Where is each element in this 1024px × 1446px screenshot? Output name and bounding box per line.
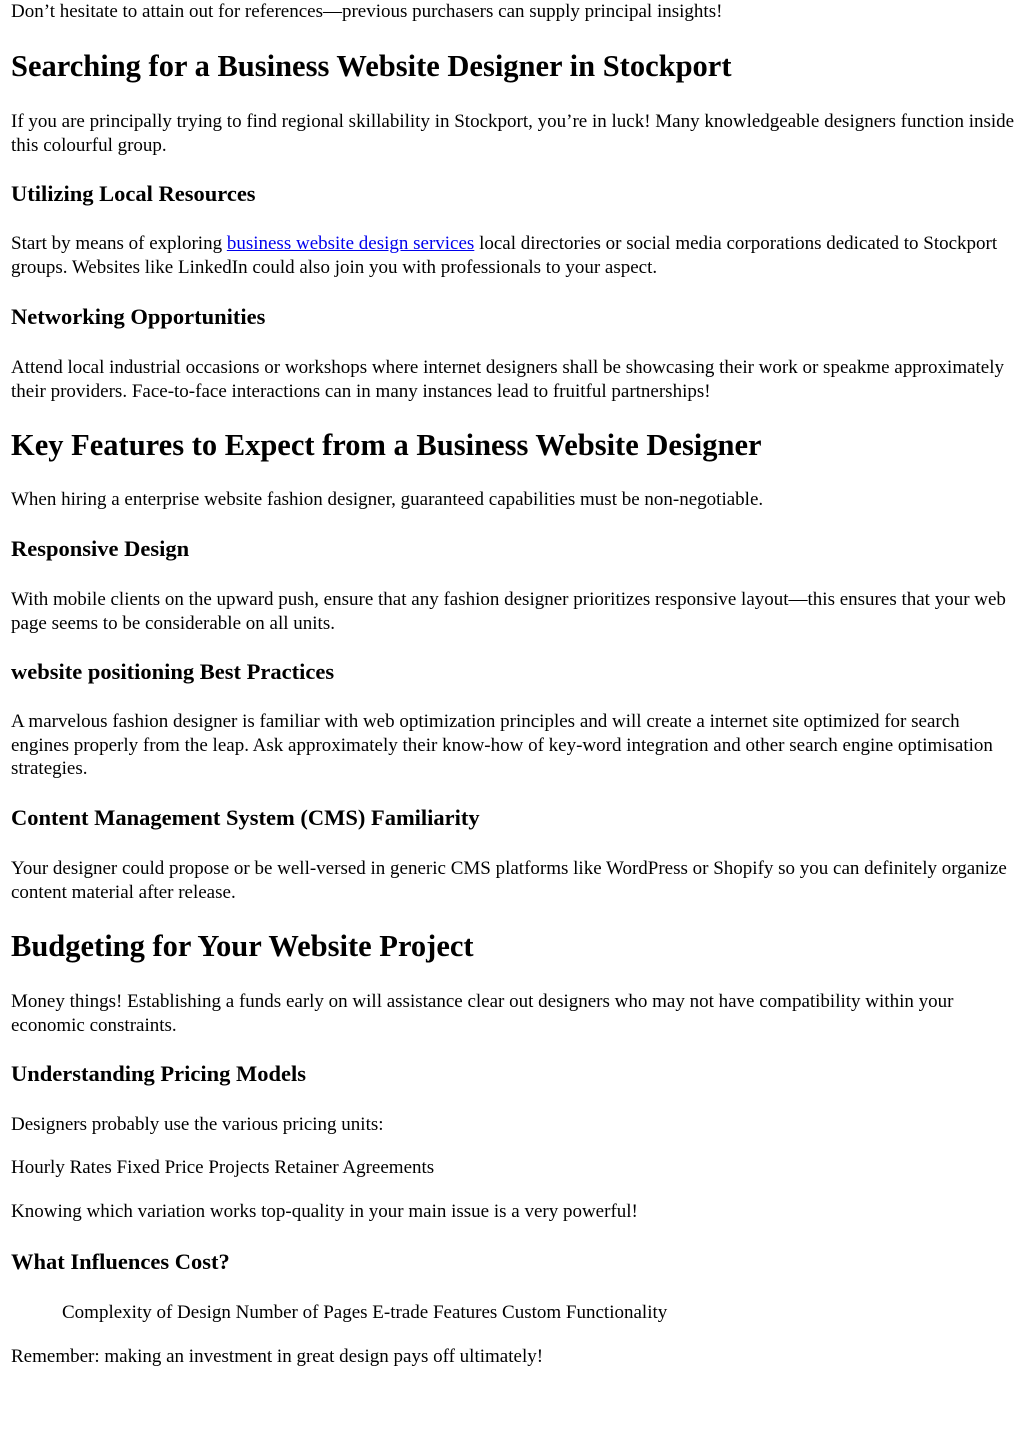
heading-key-features: Key Features to Expect from a Business Website Designer: [11, 428, 762, 462]
remember-paragraph: Remember: making an investment in great design pays off ultimately!: [11, 1346, 544, 1367]
heading-budgeting: Budgeting for Your Website Project: [11, 929, 474, 963]
heading-networking: Networking Opportunities: [11, 304, 266, 329]
heading-searching-designer: Searching for a Business Website Designer in Stockport: [11, 49, 732, 83]
networking-paragraph: Attend local industrial occasions or workshops where internet designers shall be showcasing their work or speakme approximately their providers. Face-to-face interactions can in many instances lead to fruitful partnerships!: [11, 357, 1005, 402]
business-website-design-services-link[interactable]: business website design services: [226, 233, 475, 254]
budget-paragraph: Money things! Establishing a funds early on will assistance clear out designers who may not have compatibility within your economic constraints.: [11, 991, 954, 1036]
stockport-paragraph: If you are principally trying to find regional skillability in Stockport, you’re in luck! Many knowledgeable designers function inside this colourful group.: [11, 111, 1015, 156]
seo-paragraph: A marvelous fashion designer is familiar with web optimization principles and will create a internet site optimized for search engines properly from the leap. Ask approximately their know-how of key-word integration and other search engine optimisation strategies.: [11, 711, 993, 779]
heading-what-influences-cost: What Influences Cost?: [11, 1249, 230, 1274]
heading-pricing-models: Understanding Pricing Models: [11, 1061, 307, 1086]
heading-responsive-design: Responsive Design: [11, 536, 190, 561]
pricing-models-list: Hourly Rates Fixed Price Projects Retainer Agreements: [11, 1157, 435, 1178]
heading-local-resources: Utilizing Local Resources: [11, 181, 256, 206]
local-resources-text-before: Start by means of exploring: [11, 233, 227, 254]
intro-paragraph: Don’t hesitate to attain out for references—previous purchasers can supply principal insights!: [11, 1, 723, 22]
heading-cms: Content Management System (CMS) Familiarity: [11, 805, 480, 830]
responsive-paragraph: With mobile clients on the upward push, ensure that any fashion designer prioritizes responsive layout—this ensures that your web page seems to be considerable on all units.: [11, 589, 1006, 634]
heading-seo: website positioning Best Practices: [11, 659, 335, 684]
cost-factors-list: Complexity of Design Number of Pages E-trade Features Custom Functionality: [62, 1302, 668, 1323]
local-resources-text-after: local directories or social media corporations dedicated to Stockport groups. Websites like LinkedIn could also join you with professionals to your aspect.: [11, 233, 998, 278]
local-resources-paragraph: [11, 232, 1016, 279]
pricing-intro-paragraph: Designers probably use the various pricing units:: [11, 1114, 384, 1135]
pricing-closing-paragraph: Knowing which variation works top-quality in your main issue is a very powerful!: [11, 1201, 638, 1222]
cms-paragraph: Your designer could propose or be well-versed in generic CMS platforms like WordPress or Shopify so you can definitely organize content material after release.: [11, 858, 1007, 903]
features-paragraph: When hiring a enterprise website fashion designer, guaranteed capabilities must be non-negotiable.: [11, 489, 764, 510]
